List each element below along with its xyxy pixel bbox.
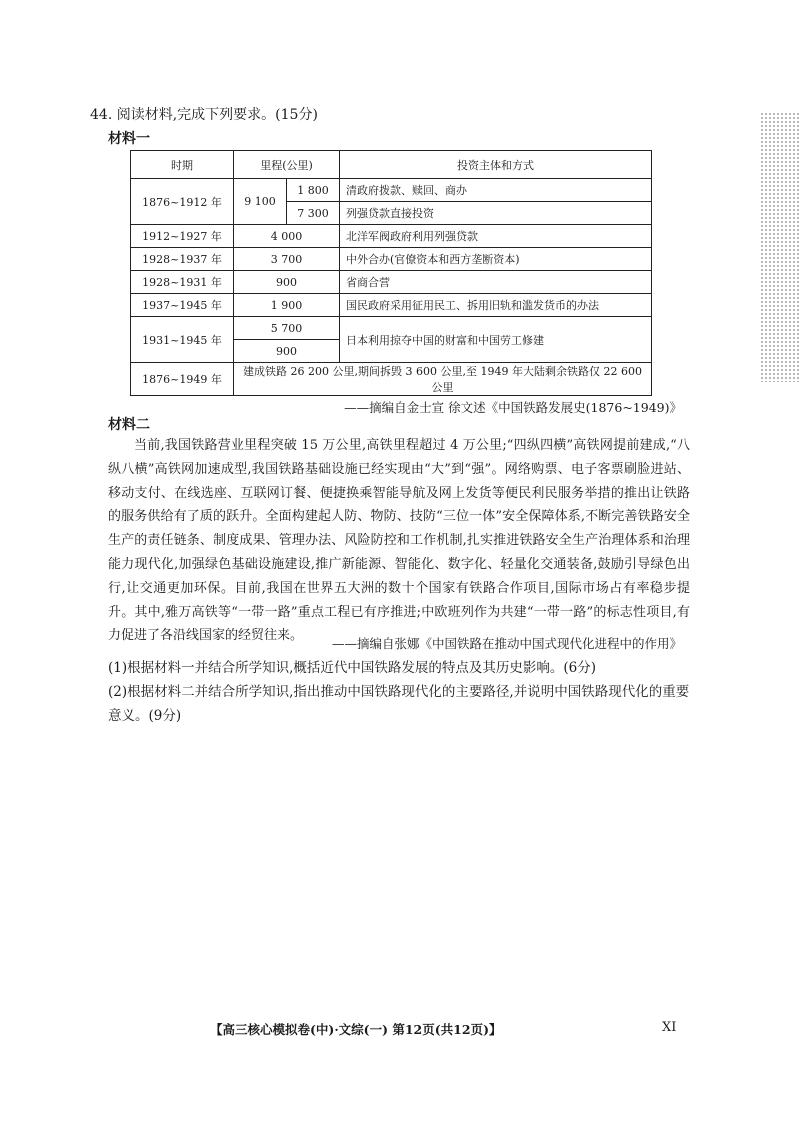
period-cell: 1912~1927 年	[131, 225, 234, 248]
mileage-cell: 1 900	[234, 294, 340, 317]
subquestion-2: (2)根据材料二并结合所学知识,指出推动中国铁路现代化的主要路径,并说明中国铁路现代化的重要意义。(9分)	[108, 684, 690, 724]
investment-cell: 省商合营	[340, 271, 652, 294]
investment-cell: 列强贷款直接投资	[340, 202, 652, 225]
table-header-row	[131, 151, 652, 179]
mileage-total-cell: 9 100	[234, 179, 287, 225]
material2-source: ——摘编自张娜《中国铁路在推动中国式现代化进程中的作用》	[331, 636, 682, 651]
header-period: 时期	[131, 151, 234, 179]
period-cell: 1876~1912 年	[131, 179, 234, 225]
footer-code: XI	[662, 1020, 677, 1035]
table-row	[131, 248, 652, 271]
header-investment: 投资主体和方式	[340, 151, 652, 179]
table-row	[131, 317, 652, 340]
period-cell: 1928~1937 年	[131, 248, 234, 271]
table-row	[131, 225, 652, 248]
header-mileage: 里程(公里)	[234, 151, 340, 179]
mileage-cell: 4 000	[234, 225, 340, 248]
mileage-cell: 3 700	[234, 248, 340, 271]
table-row	[131, 363, 652, 396]
investment-cell: 日本利用掠夺中国的财富和中国劳工修建	[340, 317, 652, 363]
period-cell: 1937~1945 年	[131, 294, 234, 317]
railway-table	[130, 150, 652, 396]
investment-cell: 国民政府采用征用民工、拆用旧轨和滥发货币的办法	[340, 294, 652, 317]
investment-cell: 北洋军阀政府利用列强贷款	[340, 225, 652, 248]
material2-label: 材料二	[108, 417, 150, 433]
material2-text: 当前,我国铁路营业里程突破 15 万公里,高铁里程超过 4 万公里;“四纵四横”高铁网提前建成,“八纵八横”高铁网加速成型,我国铁路基础设施已经实现由“大”到“强”。网络购票、电子客票刷脸进站、移动支付、在线选座、互联网订餐、便捷换乘智能导航及网上发货等便民利民服务举措的推出让铁路的服务供给有了质的跃升。全面构建起人防、物防、技防“三位一体”安全保障体系,不断完善铁路安全生产的责任链条、制度成果、管理办法、风险防控和工作机制,扎实推进铁路安全生产治理体系和治理能力现代化,加强绿色基础设施建设,推广新能源、智能化、数字化、轻量化交通装备,鼓励引导绿色出行,让交通更加环保。目前,我国在世界五大洲的数十个国家有铁路合作项目,国际市场占有率稳步提升。其中,雅万高铁等“一带一路”重点工程已有序推进;中欧班列作为共建“一带一路”的标志性项目,有力促进了各沿线国家的经贸往来。	[108, 438, 690, 644]
period-cell: 1931~1945 年	[131, 317, 234, 363]
material1-label: 材料一	[108, 131, 150, 147]
table-row	[131, 271, 652, 294]
mileage-sub-cell: 7 300	[287, 202, 340, 225]
subquestion-1: (1)根据材料一并结合所学知识,概括近代中国铁路发展的特点及其历史影响。(6分)	[108, 660, 597, 676]
investment-cell: 清政府拨款、赎回、商办	[340, 179, 652, 202]
investment-cell: 中外合办(官僚资本和西方垄断资本)	[340, 248, 652, 271]
material1-source: ——摘编自金士宣 徐文述《中国铁路发展史(1876~1949)》	[344, 400, 682, 415]
mileage-sub-cell: 1 800	[287, 179, 340, 202]
period-cell: 1876~1949 年	[131, 363, 234, 396]
mileage-sub-cell: 900	[234, 340, 340, 363]
table-row	[131, 179, 652, 202]
question-title: 44. 阅读材料,完成下列要求。(15分)	[90, 107, 318, 123]
mileage-cell: 900	[234, 271, 340, 294]
summary-cell: 建成铁路 26 200 公里,期间拆毁 3 600 公里,至 1949 年大陆剩余铁路仅 22 600 公里	[234, 363, 652, 396]
table-row	[131, 294, 652, 317]
period-cell: 1928~1931 年	[131, 271, 234, 294]
mileage-sub-cell: 5 700	[234, 317, 340, 340]
page-footer: 【高三核心模拟卷(中)·文综(一) 第12页(共12页)】	[210, 1022, 502, 1037]
scan-edge-texture	[760, 112, 800, 382]
